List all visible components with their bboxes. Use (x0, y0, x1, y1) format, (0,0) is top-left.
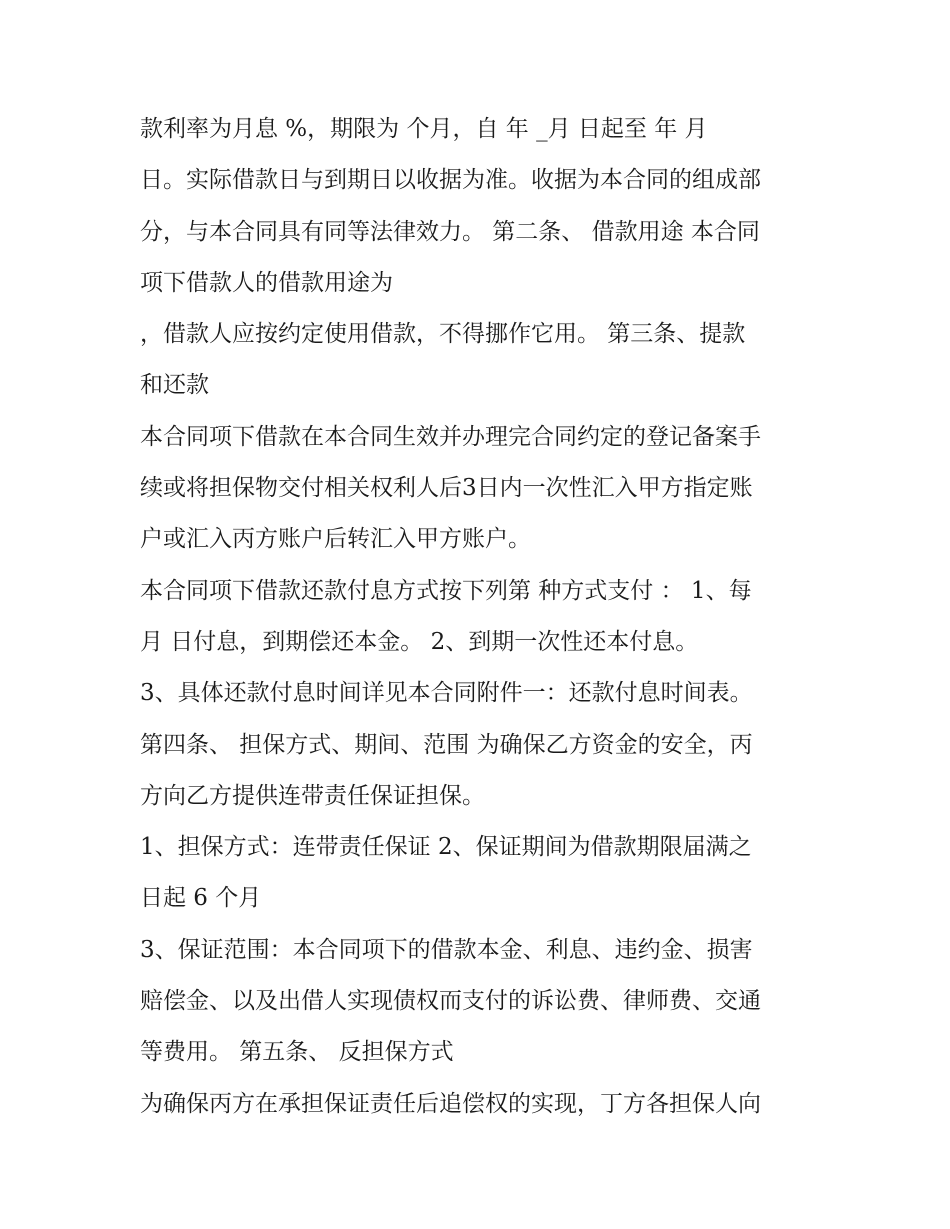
text-line: 本合同项下借款还款付息方式按下列第 种方式支付 ： 1、每 (140, 577, 752, 604)
text-line: 日起 6 个月 (140, 885, 262, 912)
text-line: 第四条、 担保方式、期间、范围 为确保乙方资金的安全，丙 (140, 731, 753, 758)
text-line: 等费用。 第五条、 反担保方式 (140, 1039, 454, 1066)
text-line: 3、保证范围：本合同项下的借款本金、利息、违约金、损害 (140, 936, 753, 963)
contract-text-body (140, 104, 820, 1130)
text-line: ，借款人应按约定使用借款，不得挪作它用。 第三条、提款 (140, 321, 746, 348)
text-line: 项下借款人的借款用途为 (140, 269, 393, 296)
text-line: 方向乙方提供连带责任保证担保。 (140, 782, 485, 809)
text-line: 本合同项下借款在本合同生效并办理完合同约定的登记备案手 (140, 423, 761, 450)
text-line: 月 日付息，到期偿还本金。 2、到期一次性还本付息。 (140, 628, 699, 655)
text-line: 赔偿金、以及出借人实现债权而支付的诉讼费、律师费、交通 (140, 988, 761, 1015)
text-line: 3、具体还款付息时间详见本合同附件一：还款付息时间表。 (140, 680, 753, 707)
text-line: 分，与本合同具有同等法律效力。 第二条、 借款用途 本合同 (140, 218, 760, 245)
text-line: 和还款 (140, 372, 209, 399)
text-line: 户或汇入丙方账户后转汇入甲方账户。 (140, 526, 531, 553)
text-line: 为确保丙方在承担保证责任后追偿权的实现，丁方各担保人向 (140, 1090, 761, 1117)
text-line: 续或将担保物交付相关权利人后3日内一次性汇入甲方指定账 (140, 475, 753, 502)
text-line: 款利率为月息 %，期限为 个月，自 年 _月 日起至 年 月 (140, 116, 708, 142)
text-line: 日。实际借款日与到期日以收据为准。收据为本合同的组成部 (140, 167, 761, 194)
text-line: 1、担保方式：连带责任保证 2、保证期间为借款期限届满之 (140, 834, 752, 861)
